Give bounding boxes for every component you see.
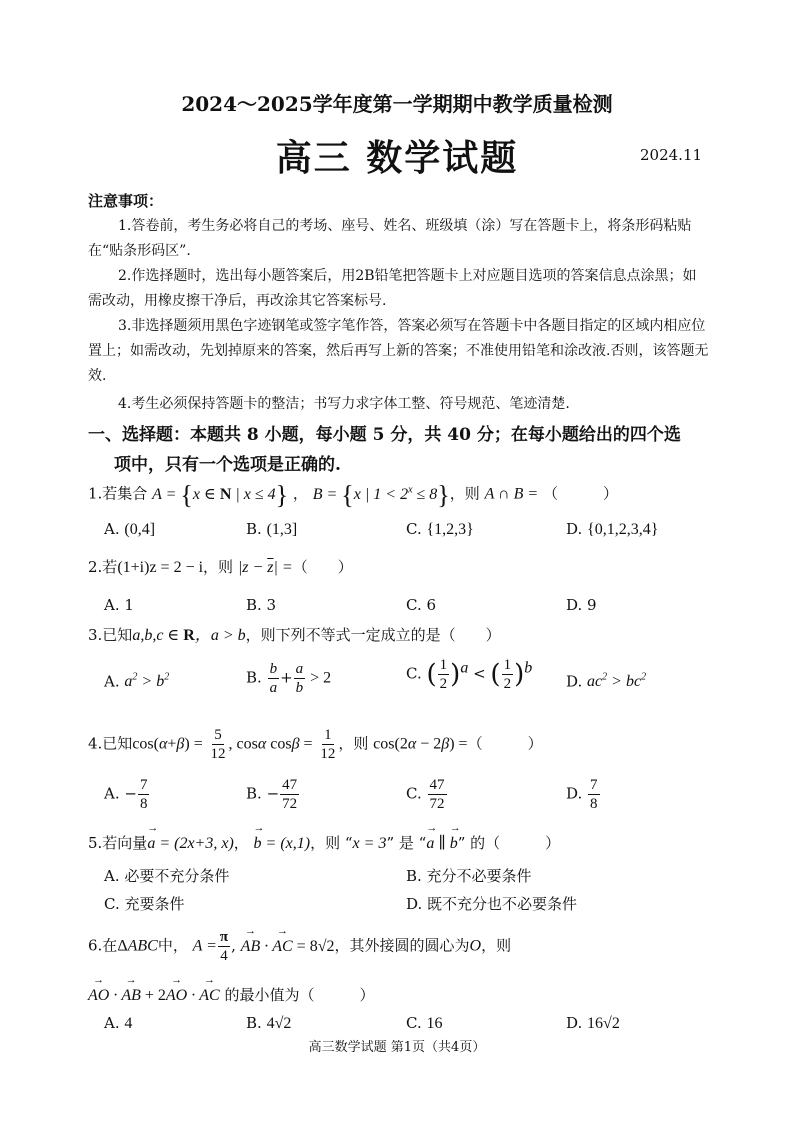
q3-option-a: A. $a^2 > b^2$: [104, 672, 170, 691]
question-3: 3.已知a,b,c ∈ R，a > b，则下列不等式一定成立的是（ ）: [88, 626, 501, 644]
page-footer: 高三数学试题 第1页（共4页）: [308, 1040, 486, 1055]
q5-option-a: A. 必要不充分条件: [104, 867, 230, 885]
q6-option-b: B. 4√2: [246, 1014, 292, 1032]
q4-option-c: C. $\frac{47}{72}$: [406, 777, 445, 812]
question-5: 5.若向量→ a = (2x+3, x)， → b = (x,1)，则 “x = 3” 是 “→ a ∥ → b” 的（ ）: [88, 832, 560, 853]
q3-option-b: B. $\frac{b}{a}$ + $\frac{a}{b}$ > 2: [246, 661, 332, 696]
q2-option-a: A. 1: [104, 596, 134, 614]
exam-title: 2024～2025学年度第一学期期中教学质量检测: [181, 92, 613, 116]
q2-option-c: C. 6: [406, 596, 437, 614]
section-heading: [88, 420, 718, 480]
q2-option-d: D. 9: [566, 596, 597, 614]
q6-option-d: D. 16√2: [566, 1014, 620, 1032]
q6-option-a: A. 4: [104, 1014, 133, 1032]
question-1: 1.若集合 A = {x ∈ N | x ≤ 4} ， B = {x | $1 < 2^x \le 8$}，则 A ∩ B = （ ）: [88, 480, 618, 509]
question-6-line2: → AO · → AB + 2→ AO · → AC 的最小值为（ ）: [88, 984, 374, 1005]
q1-option-a: A. (0,4]: [104, 520, 156, 538]
q6-option-c: C. 16: [406, 1014, 443, 1032]
note-item-2: 2.作选择题时，选出每小题答案后，用2B铅笔把答题卡上对应题目选项的答案信息点涂黑；如需改动，用橡皮擦干净后，再改涂其它答案标号.: [88, 268, 697, 309]
question-4: 4.已知cos(α+β) = $\frac{5}{12}$ , cosα cosβ = $\frac{1}{12}$ ，则 cos(2α − 2β) =（ ）: [88, 727, 543, 762]
q2-option-b: B. 3: [246, 596, 277, 614]
subject-title: 高三 数学试题: [275, 137, 519, 179]
question-6: 6.在ΔABC中， A = $\frac{\pi}{4}$ , → AB · → AC = 8√2，其外接圆的圆心为O，则: [88, 928, 511, 965]
q5-option-c: C. 充要条件: [104, 895, 185, 913]
exam-date: 2024.11: [640, 146, 703, 164]
question-2: 2.若(1+i)z = 2 − i，则 $|z - \overline{z}|$ =（ ）: [88, 558, 353, 576]
note-item-4: 4.考生必须保持答题卡的整洁；书写力求字体工整、符号规范、笔迹清楚.: [118, 396, 570, 412]
q4-option-a: A. − $\frac{7}{8}$: [104, 777, 148, 812]
note-item-1: 1.答卷前，考生务必将自己的考场、座号、姓名、班级填（涂）写在答题卡上，将条形码粘贴在“贴条形码区”.: [88, 218, 692, 259]
q4-option-b: B. − $\frac{47}{72}$: [246, 777, 298, 812]
q1-option-b: B. (1,3]: [246, 520, 298, 538]
q1-option-d: D. {0,1,2,3,4}: [566, 520, 659, 538]
q3-option-c: C. ( $\frac{1}{2}$ )$^a$ < ( $\frac{1}{2}$ )$^b$: [406, 657, 533, 692]
section-heading-line2: 项中，只有一个选项是正确的.: [114, 455, 341, 475]
notes-heading: 注意事项：: [88, 192, 164, 210]
q4-option-d: D. $\frac{7}{8}$: [566, 777, 598, 812]
q1-option-c: C. {1,2,3}: [406, 520, 474, 538]
q5-option-d: D. 既不充分也不必要条件: [406, 895, 578, 913]
q5-option-b: B. 充分不必要条件: [406, 867, 532, 885]
note-item-3: 3.非选择题须用黑色字迹钢笔或签字笔作答，答案必须写在答题卡中各题目指定的区域内相应位置上；如需改动，先划掉原来的答案，然后再写上新的答案；不准使用铅笔和涂改液.否则，该答题无效.: [88, 318, 709, 384]
q3-option-d: D. $ac^2 > bc^2$: [566, 672, 647, 691]
section-heading-line1: 一、选择题：本题共 8 小题，每小题 5 分，共 40 分；在每小题给出的四个选: [88, 425, 681, 445]
